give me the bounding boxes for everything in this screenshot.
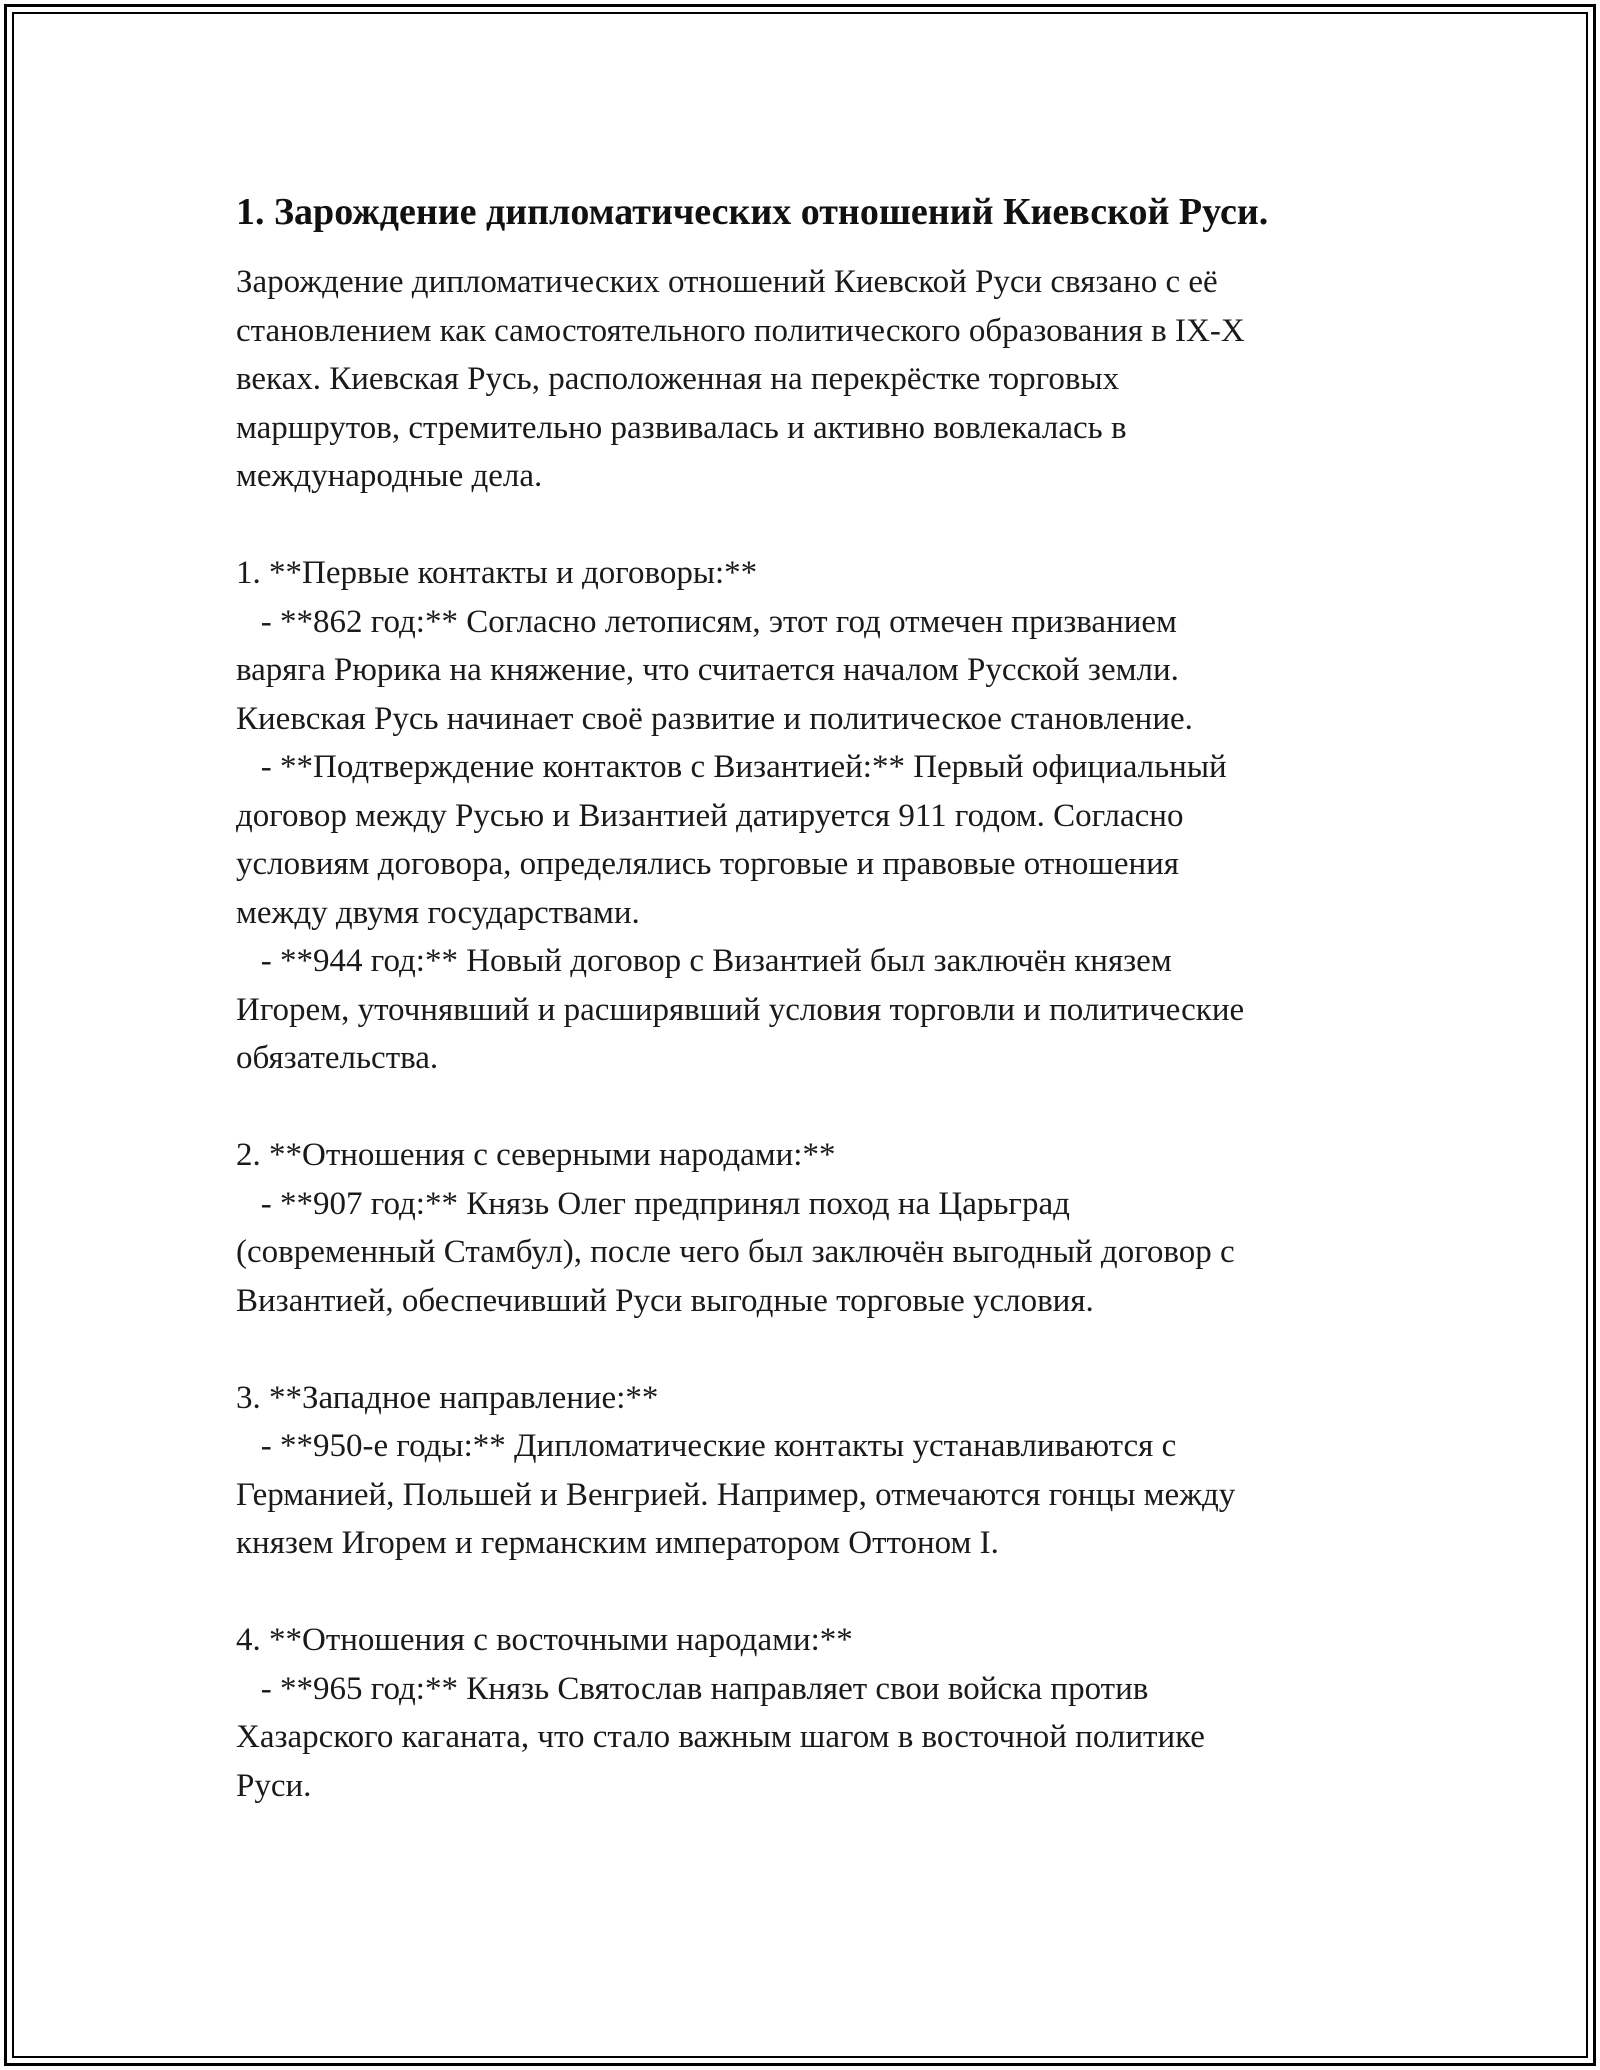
document-content [236,184,1376,1810]
document-body-text: Зарождение дипломатических отношений Киевской Руси связано с её становлением как самостоятельного политического образования в IX-X веках. Киевская Русь, расположенная на перекрёстке торговых маршрутов, стремительно развивалась и активно вовлекалась в международные дела. 1. **Первые контакты и договоры:** - **862 год:** Согласно летописям, этот год отмечен призванием варяга Рюрика на княжение, что считается началом Русской земли. Киевская Русь начинает своё развитие и политическое становление. - **Подтверждение контактов с Византией:** Первый официальный договор между Русью и Византией датируется 911 годом. Согласно условиям договора, определялись торговые и правовые отношения между двумя государствами. - **944 год:** Новый договор с Византией был заключён князем Игорем, уточнявший и расширявший условия торговли и политические обязательства. 2. **Отношения с северными народами:** - **907 год:** Князь Олег предпринял поход на Царьград (современный Стамбул), после чего был заключён выгодный договор с Византией, обеспечивший Руси выгодные торговые условия. 3. **Западное направление:** - **950-е годы:** Дипломатические контакты устанавливаются с Германией, Польшей и Венгрией. Например, отмечаются гонцы между князем Игорем и германским императором Оттоном I. 4. **Отношения с восточными народами:** - **965 год:** Князь Святослав направляет свои войска против Хазарского каганата, что стало важным шагом в восточной политике Руси. [236,264,1245,1804]
document-title: 1. Зарождение дипломатических отношений Киевской Руси. [236,191,1269,233]
